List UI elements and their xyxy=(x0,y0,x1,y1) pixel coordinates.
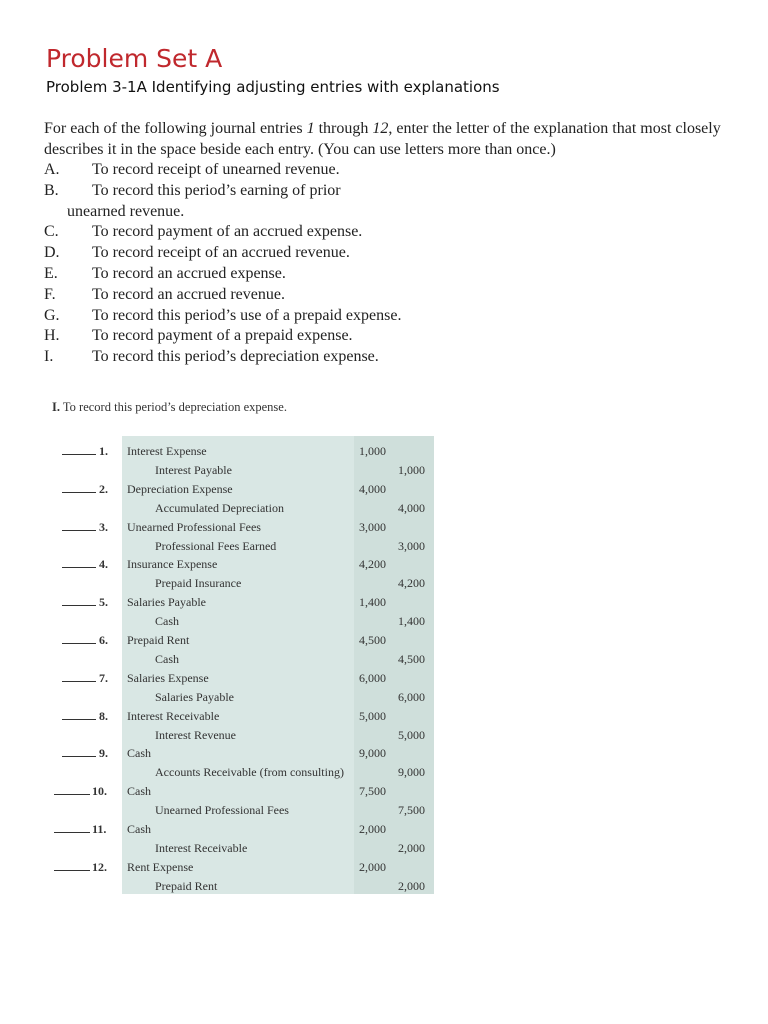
credit-account: Professional Fees Earned xyxy=(155,538,277,553)
example-text: To record this period’s depreciation expense. xyxy=(62,400,287,414)
instructions xyxy=(44,118,724,160)
entry-number: 5. xyxy=(99,595,108,610)
debit-amount: 9,000 xyxy=(359,746,386,761)
credit-amount: 4,000 xyxy=(398,500,425,515)
option-text: To record an accrued expense. xyxy=(92,264,286,282)
journal-entry-credit-line xyxy=(50,765,434,784)
entry-number: 8. xyxy=(99,708,108,723)
journal-entry-debit-line xyxy=(50,860,434,879)
instructions-end-number: 12 xyxy=(372,120,389,137)
option-letter: F. xyxy=(44,285,56,303)
debit-account: Insurance Expense xyxy=(127,557,218,572)
debit-account: Salaries Payable xyxy=(127,595,206,610)
journal-entry-credit-line xyxy=(50,501,434,520)
journal-entry-debit-line xyxy=(50,595,434,614)
credit-amount: 2,000 xyxy=(398,878,425,893)
journal-entry-debit-line xyxy=(50,746,434,765)
debit-account: Prepaid Rent xyxy=(127,633,190,647)
answer-blank[interactable] xyxy=(62,492,96,493)
journal-entry-debit-line xyxy=(50,444,434,463)
entry-number: 6. xyxy=(99,633,108,647)
problem-subtitle: Problem 3-1A Identifying adjusting entries with explanations xyxy=(46,78,500,96)
credit-account: Unearned Professional Fees xyxy=(155,803,289,818)
answer-blank[interactable] xyxy=(54,832,90,833)
explanation-option xyxy=(44,285,724,306)
example-letter: I. xyxy=(52,400,60,414)
entry-number: 9. xyxy=(99,746,108,761)
credit-amount: 4,200 xyxy=(398,576,425,591)
journal-entry-credit-line xyxy=(50,803,434,822)
journal-entry-debit-line xyxy=(50,709,434,728)
journal-entry-debit-line xyxy=(50,482,434,501)
instructions-part2: through xyxy=(314,120,373,137)
journal-entry-credit-line xyxy=(50,576,434,595)
debit-amount: 4,000 xyxy=(359,481,386,496)
option-text: To record this period’s earning of prior xyxy=(92,181,341,199)
option-text: To record receipt of an accrued revenue. xyxy=(92,244,350,262)
explanation-option xyxy=(44,222,724,243)
option-letter: D. xyxy=(44,244,60,262)
credit-account: Interest Payable xyxy=(155,462,232,477)
option-letter: C. xyxy=(44,223,59,241)
option-letter: E. xyxy=(44,264,58,282)
option-letter: G. xyxy=(44,306,60,324)
journal-entry-credit-line xyxy=(50,728,434,747)
entry-number: 1. xyxy=(99,444,108,458)
option-text: To record receipt of unearned revenue. xyxy=(92,161,340,178)
entry-number: 7. xyxy=(99,670,108,685)
journal-entry-credit-line xyxy=(50,539,434,558)
explanation-options-list xyxy=(44,160,724,368)
debit-account: Cash xyxy=(127,784,151,799)
option-text: To record this period’s use of a prepaid expense. xyxy=(92,306,402,324)
credit-account: Prepaid Insurance xyxy=(155,576,242,591)
option-text: To record payment of a prepaid expense. xyxy=(92,327,353,345)
debit-amount: 3,000 xyxy=(359,519,386,534)
credit-amount: 1,000 xyxy=(398,462,425,477)
journal-entry-credit-line xyxy=(50,463,434,482)
credit-amount: 4,500 xyxy=(398,651,425,666)
entry-number: 12. xyxy=(92,859,107,874)
debit-account: Unearned Professional Fees xyxy=(127,519,261,534)
journal-entry-debit-line xyxy=(50,671,434,690)
journal-entry-debit-line xyxy=(50,784,434,803)
debit-account: Interest Receivable xyxy=(127,708,220,723)
debit-amount: 1,400 xyxy=(359,595,386,610)
journal-entry-credit-line xyxy=(50,652,434,671)
debit-account: Rent Expense xyxy=(127,859,194,874)
credit-amount: 3,000 xyxy=(398,538,425,553)
journal-entry-credit-line xyxy=(50,841,434,860)
journal-entry-debit-line xyxy=(50,520,434,539)
example-answer xyxy=(52,400,287,415)
journal-entry-credit-line xyxy=(50,879,434,898)
answer-blank[interactable] xyxy=(54,794,90,795)
credit-amount: 1,400 xyxy=(398,614,425,629)
credit-account: Cash xyxy=(155,651,179,666)
debit-amount: 5,000 xyxy=(359,708,386,723)
debit-amount: 2,000 xyxy=(359,859,386,874)
debit-account: Interest Expense xyxy=(127,444,207,458)
option-letter: H. xyxy=(44,327,60,345)
option-letter: I. xyxy=(44,348,54,366)
explanation-option xyxy=(44,347,724,368)
entry-number: 4. xyxy=(99,557,108,572)
journal-entry-credit-line xyxy=(50,690,434,709)
answer-blank[interactable] xyxy=(62,643,96,644)
explanation-option xyxy=(44,243,724,264)
debit-account: Salaries Expense xyxy=(127,670,209,685)
option-text: To record this period’s depreciation expense. xyxy=(92,348,379,366)
credit-amount: 6,000 xyxy=(398,689,425,704)
journal-entry-debit-line xyxy=(50,557,434,576)
credit-account: Prepaid Rent xyxy=(155,878,218,893)
answer-blank[interactable] xyxy=(62,719,96,720)
explanation-option xyxy=(44,181,724,202)
answer-blank[interactable] xyxy=(62,567,96,568)
credit-account: Accounts Receivable (from consulting) xyxy=(155,765,344,780)
explanation-option xyxy=(44,306,724,327)
credit-account: Cash xyxy=(155,614,179,629)
debit-amount: 4,500 xyxy=(359,633,386,647)
credit-amount: 7,500 xyxy=(398,803,425,818)
credit-amount: 9,000 xyxy=(398,765,425,780)
option-text-continuation: unearned revenue. xyxy=(67,202,185,220)
option-text: To record payment of an accrued expense. xyxy=(92,223,363,241)
credit-account: Interest Revenue xyxy=(155,727,236,742)
journal-entry-credit-line xyxy=(50,614,434,633)
debit-amount: 2,000 xyxy=(359,822,386,836)
answer-blank[interactable] xyxy=(62,756,96,757)
journal-entry-debit-line xyxy=(50,633,434,652)
credit-account: Accumulated Depreciation xyxy=(155,500,284,515)
option-letter: A. xyxy=(44,161,60,178)
credit-amount: 5,000 xyxy=(398,727,425,742)
debit-account: Cash xyxy=(127,746,151,761)
credit-account: Interest Receivable xyxy=(155,840,248,855)
explanation-option xyxy=(44,326,724,347)
debit-amount: 4,200 xyxy=(359,557,386,572)
instructions-part1: For each of the following journal entries xyxy=(44,120,307,137)
instructions-start-number: 1 xyxy=(306,120,315,137)
entry-number: 11. xyxy=(92,822,107,836)
instructions-part3: , enter the letter of the explanation that most closely describes it in the space beside each entry. (You can use letters more than once.) xyxy=(44,120,721,158)
explanation-option xyxy=(44,264,724,285)
entry-number: 3. xyxy=(99,519,108,534)
answer-blank[interactable] xyxy=(62,681,96,682)
debit-account: Cash xyxy=(127,822,151,836)
debit-amount: 1,000 xyxy=(359,444,386,458)
option-letter: B. xyxy=(44,181,59,199)
answer-blank[interactable] xyxy=(62,605,96,606)
debit-amount: 7,500 xyxy=(359,784,386,799)
entry-number: 10. xyxy=(92,784,107,799)
debit-account: Depreciation Expense xyxy=(127,481,233,496)
answer-blank[interactable] xyxy=(54,870,90,871)
debit-amount: 6,000 xyxy=(359,670,386,685)
page-title: Problem Set A xyxy=(46,44,223,73)
answer-blank[interactable] xyxy=(62,454,96,455)
explanation-option xyxy=(44,160,724,181)
journal-entry-debit-line xyxy=(50,822,434,841)
option-text: To record an accrued revenue. xyxy=(92,285,285,303)
answer-blank[interactable] xyxy=(62,530,96,531)
credit-account: Salaries Payable xyxy=(155,689,234,704)
credit-amount: 2,000 xyxy=(398,840,425,855)
journal-entries-table xyxy=(50,436,434,894)
entry-number: 2. xyxy=(99,481,108,496)
